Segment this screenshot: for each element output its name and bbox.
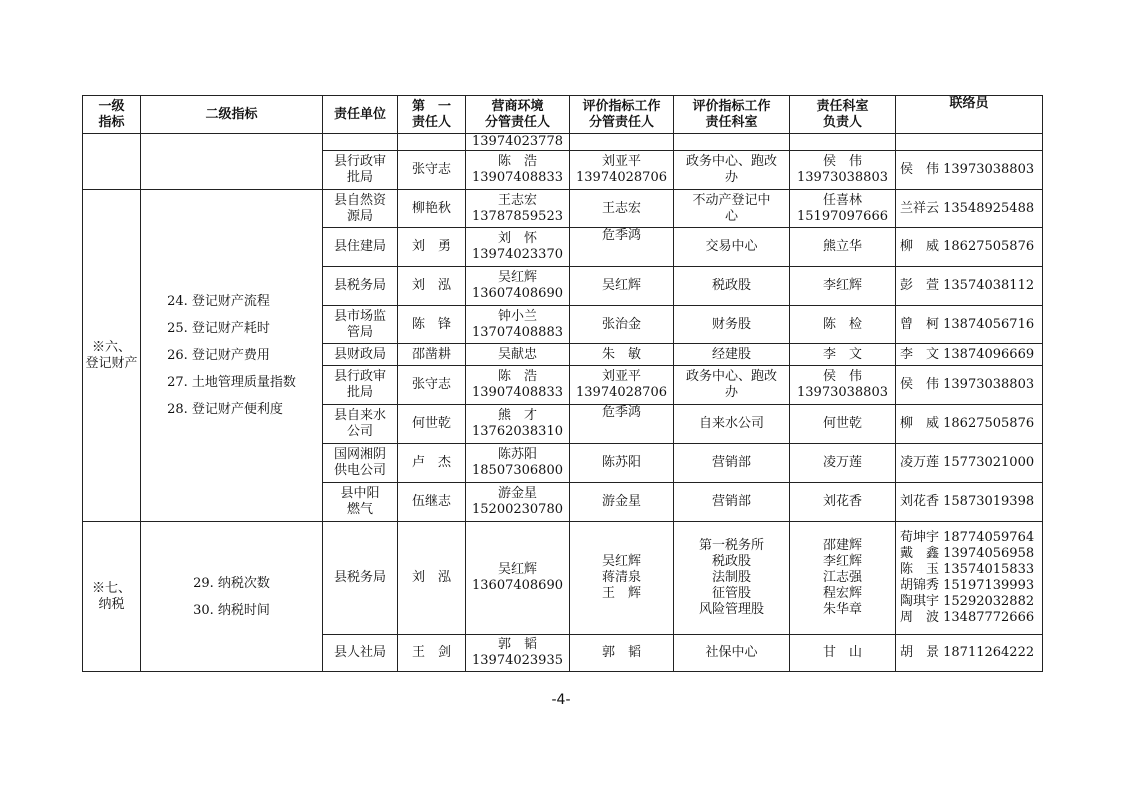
cell-office-head: 陈 检 <box>790 306 896 344</box>
cell-first: 张守志 <box>398 366 466 405</box>
cell-unit: 县财政局 <box>323 344 398 366</box>
cell-biz: 陈 浩 13907408833 <box>466 151 570 190</box>
cell-level1-cont <box>83 134 141 190</box>
table-row <box>83 190 1043 228</box>
cell-eval: 朱 敏 <box>570 344 674 366</box>
cell-biz: 吴献忠 <box>466 344 570 366</box>
cell-unit: 县自然资 源局 <box>323 190 398 228</box>
cell-first: 刘 泓 <box>398 267 466 306</box>
cell-unit: 县行政审 批局 <box>323 366 398 405</box>
cell-eval: 危季鸿 <box>570 228 674 267</box>
cell-unit: 县税务局 <box>323 522 398 635</box>
cell-office-head: 邵建辉 李红辉 江志强 程宏辉 朱华章 <box>790 522 896 635</box>
cell-first: 王 剑 <box>398 635 466 672</box>
cell-first: 何世乾 <box>398 405 466 444</box>
cell-first: 刘 勇 <box>398 228 466 267</box>
header-level1: 一级 指标 <box>83 96 141 134</box>
cell-office-head: 侯 伟 13973038803 <box>790 366 896 405</box>
cell-level2-cont <box>141 134 323 190</box>
cell-eval: 吴红辉 <box>570 267 674 306</box>
cell-liaison: 凌万莲 15773021000 <box>896 444 1043 483</box>
section6-indices-cell <box>141 190 323 522</box>
cell-office: 第一税务所 税政股 法制股 征管股 风险管理股 <box>674 522 790 635</box>
cell-office: 自来水公司 <box>674 405 790 444</box>
cell-office-head: 甘 山 <box>790 635 896 672</box>
cell-eval: 危季鸿 <box>570 405 674 444</box>
cell-biz: 13974023778 <box>466 134 570 151</box>
cell-eval: 张治金 <box>570 306 674 344</box>
page-number: -4- <box>551 692 571 708</box>
section7-indices-cell <box>141 522 323 672</box>
cell-office: 政务中心、跑改 办 <box>674 366 790 405</box>
cell-unit: 国网湘阴 供电公司 <box>323 444 398 483</box>
cell-liaison: 刘花香 15873019398 <box>896 483 1043 522</box>
header-biz: 营商环境 分管责任人 <box>466 96 570 134</box>
cell-liaison: 曾 柯 13874056716 <box>896 306 1043 344</box>
cell-biz: 吴红辉 13607408690 <box>466 522 570 635</box>
cell-eval: 陈苏阳 <box>570 444 674 483</box>
cell-office: 营销部 <box>674 483 790 522</box>
cell-unit: 县行政审 批局 <box>323 151 398 190</box>
cell-office: 经建股 <box>674 344 790 366</box>
header-first: 第 一 责任人 <box>398 96 466 134</box>
cell-liaison: 柳 威 18627505876 <box>896 228 1043 267</box>
cell-unit: 县税务局 <box>323 267 398 306</box>
cell-biz: 陈 浩 13907408833 <box>466 366 570 405</box>
header-unit: 责任单位 <box>323 96 398 134</box>
cell-office-head: 任喜林 15197097666 <box>790 190 896 228</box>
cell-first: 陈 锋 <box>398 306 466 344</box>
cell-first: 刘 泓 <box>398 522 466 635</box>
cell-office-head: 侯 伟 13973038803 <box>790 151 896 190</box>
cell-office: 政务中心、跑改 办 <box>674 151 790 190</box>
cell-liaison: 柳 威 18627505876 <box>896 405 1043 444</box>
cell-unit: 县人社局 <box>323 635 398 672</box>
header-eval: 评价指标工作 分管责任人 <box>570 96 674 134</box>
cell-office-head: 刘花香 <box>790 483 896 522</box>
cell-biz: 郭 韬 13974023935 <box>466 635 570 672</box>
cell-liaison: 侯 伟 13973038803 <box>896 366 1043 405</box>
cell-unit: 县自来水 公司 <box>323 405 398 444</box>
table-row <box>83 134 1043 151</box>
cell-biz: 王志宏 13787859523 <box>466 190 570 228</box>
section7-indices: 29. 纳税次数 30. 纳税时间 <box>193 575 270 618</box>
cell-first: 邵凿耕 <box>398 344 466 366</box>
cell-liaison: 彭 萱 13574038112 <box>896 267 1043 306</box>
cell-unit: 县中阳 燃气 <box>323 483 398 522</box>
cell-eval: 游金星 <box>570 483 674 522</box>
responsibility-table <box>82 95 1043 672</box>
cell-office-head: 李 文 <box>790 344 896 366</box>
cell-unit: 县住建局 <box>323 228 398 267</box>
cell-biz: 陈苏阳 18507306800 <box>466 444 570 483</box>
cell-biz: 吴红辉 13607408690 <box>466 267 570 306</box>
cell-liaison: 胡 景 18711264222 <box>896 635 1043 672</box>
cell-office: 财务股 <box>674 306 790 344</box>
header-office-head: 责任科室 负责人 <box>790 96 896 134</box>
cell-eval: 吴红辉 蒋清泉 王 辉 <box>570 522 674 635</box>
cell-eval: 王志宏 <box>570 190 674 228</box>
cell-first: 张守志 <box>398 151 466 190</box>
cell-biz: 刘 怀 13974023370 <box>466 228 570 267</box>
cell-liaison: 侯 伟 13973038803 <box>896 151 1043 190</box>
cell-office: 税政股 <box>674 267 790 306</box>
cell-biz: 游金星 15200230780 <box>466 483 570 522</box>
section6-title: ※六、 登记财产 <box>83 190 141 522</box>
cell-biz: 钟小兰 13707408883 <box>466 306 570 344</box>
cell-first: 卢 杰 <box>398 444 466 483</box>
cell-eval: 刘亚平 13974028706 <box>570 366 674 405</box>
header-office: 评价指标工作 责任科室 <box>674 96 790 134</box>
cell-first: 柳艳秋 <box>398 190 466 228</box>
cell-liaison: 荀坤宇 18774059764 戴 鑫 13974056958 陈 玉 13574015833 胡锦秀 15197139993 陶琪宇 15292032882 周 波 13487772666 <box>896 522 1043 635</box>
cell-liaison: 李 文 13874096669 <box>896 344 1043 366</box>
cell-eval: 郭 韬 <box>570 635 674 672</box>
section6-indices: 24. 登记财产流程 25. 登记财产耗时 26. 登记财产费用 27. 土地管理质量指数 28. 登记财产便利度 <box>167 294 296 417</box>
header-liaison: 联络员 <box>896 96 1043 134</box>
cell-office-head: 熊立华 <box>790 228 896 267</box>
cell-office-head: 李红辉 <box>790 267 896 306</box>
cell-eval: 刘亚平 13974028706 <box>570 151 674 190</box>
cell-office: 营销部 <box>674 444 790 483</box>
cell-office-head: 何世乾 <box>790 405 896 444</box>
table-header-row <box>83 96 1043 134</box>
header-level2: 二级指标 <box>141 96 323 134</box>
cell-office: 不动产登记中 心 <box>674 190 790 228</box>
cell-first: 伍继志 <box>398 483 466 522</box>
cell-office: 社保中心 <box>674 635 790 672</box>
cell-unit: 县市场监 管局 <box>323 306 398 344</box>
cell-office-head: 凌万莲 <box>790 444 896 483</box>
section7-title: ※七、 纳税 <box>83 522 141 672</box>
cell-office: 交易中心 <box>674 228 790 267</box>
cell-biz: 熊 才 13762038310 <box>466 405 570 444</box>
table-row <box>83 522 1043 635</box>
cell-liaison: 兰祥云 13548925488 <box>896 190 1043 228</box>
